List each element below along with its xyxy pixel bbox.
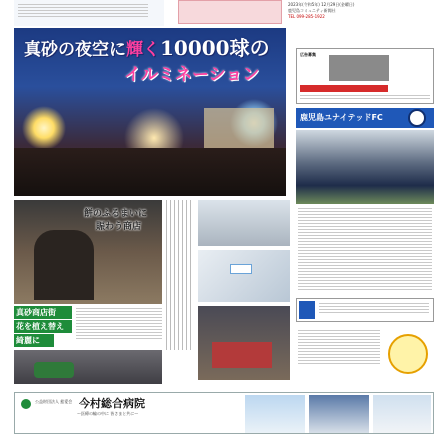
- promo-text-lines: [298, 330, 380, 366]
- hospital-tagline: 〜医療の輪の中に 皆さまと共に〜: [77, 411, 139, 416]
- publisher-phone: TEL 099-285-1922: [288, 14, 325, 19]
- shotengai-headline-3: 綺麗に: [14, 334, 54, 347]
- sports-footer-lines: [319, 303, 429, 315]
- hospital-building-photo-1: [245, 395, 305, 433]
- ad-red-bar: [300, 85, 388, 92]
- sports-footer-box: [296, 298, 434, 322]
- team-logo: [408, 109, 426, 127]
- publisher-name: 鹿児島コミュニティ新聞社: [288, 8, 336, 13]
- flower-box-photo: [198, 306, 290, 380]
- illumination-ceremony-photo: [198, 200, 290, 246]
- sports-team-photo: [296, 130, 434, 204]
- hero-title-line1: [24, 32, 270, 61]
- mochi-headline-line1: 餅のふるまいに: [84, 209, 148, 219]
- sports-footer-logo: [299, 301, 315, 319]
- ad-box-top-right: [296, 48, 434, 104]
- shotengai-article-lines: [76, 308, 162, 341]
- ad-text-lines: [300, 95, 430, 101]
- shotengai-headline: [14, 306, 72, 347]
- hero-title-line2: イルミネーション: [124, 65, 260, 85]
- mochi-photo-people: [34, 230, 94, 300]
- mochi-headline-line2: 賑わう商店: [96, 222, 142, 232]
- mochi-photo: [14, 200, 162, 304]
- masthead-text-lines: [18, 4, 148, 19]
- hospital-building-photo-3: [373, 395, 431, 433]
- hero-crowd: [14, 148, 286, 196]
- right-promo-box: [296, 326, 434, 386]
- shotengai-headline-2: 花を植え替え: [14, 320, 72, 333]
- sports-article-lines: [298, 208, 432, 292]
- mochi-headline: [84, 206, 147, 232]
- masthead-center-ad: [178, 0, 282, 24]
- ad-label: 広告募集: [300, 52, 316, 57]
- hospital-org: 公益財団法人 慈愛会: [35, 399, 73, 404]
- flower-planter-photo: [14, 350, 162, 384]
- hospital-name: 今村総合病院: [79, 397, 145, 410]
- sports-team-name: 鹿児島ユナイテッドFC: [300, 113, 383, 122]
- center-article-text: [166, 200, 194, 350]
- ad-image: [329, 55, 389, 81]
- masthead-left-block: [14, 0, 164, 26]
- mochi-pack-label: [230, 264, 252, 274]
- shotengai-headline-1: 真砂商店街: [14, 306, 72, 319]
- hospital-building-photo-2: [309, 395, 369, 433]
- issue-date: 2023年(令和5年) 12月29日(金曜日): [288, 2, 355, 7]
- flower-planter: [34, 362, 74, 378]
- masthead-info-box: [286, 0, 434, 26]
- bottom-hospital-ad: [14, 392, 434, 434]
- promo-badge: [388, 334, 428, 374]
- hero-title-number: 10000球の: [160, 36, 270, 60]
- flower-box: [212, 342, 272, 368]
- hero-illumination-photo: [14, 28, 286, 196]
- sports-header: [296, 108, 434, 128]
- hero-title-part1: 真砂の夜空に: [24, 40, 126, 60]
- hospital-logo-icon: [21, 399, 31, 409]
- hero-title-highlight: 輝く: [126, 40, 160, 60]
- mochi-pack-photo: [198, 250, 290, 302]
